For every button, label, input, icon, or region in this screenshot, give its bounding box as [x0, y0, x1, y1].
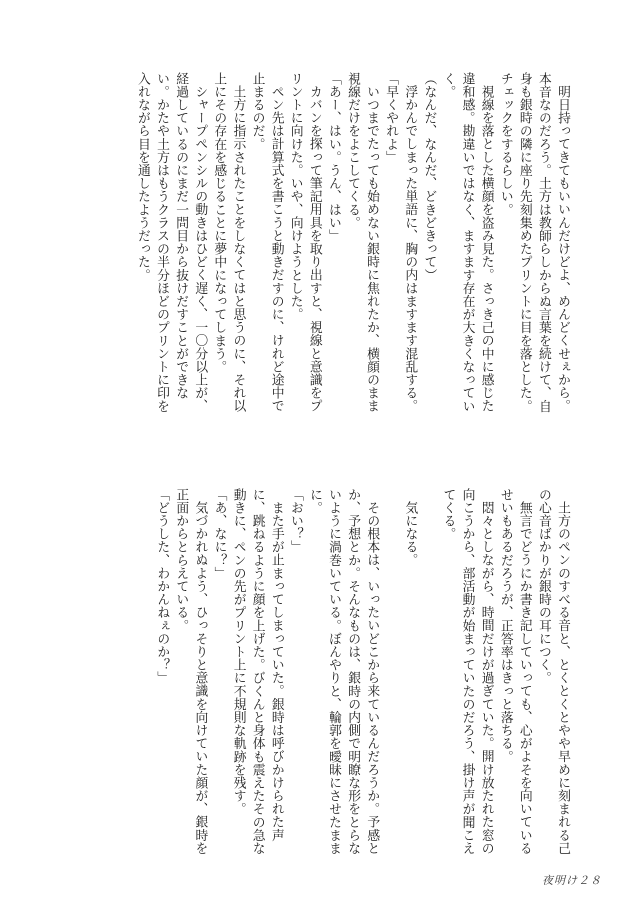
paragraph: 土方のペンのすべる音と、とくとくとやや早めに刻まれる己の心音ばかりが銀時の耳につく。	[535, 488, 570, 855]
paragraph-gap	[381, 488, 400, 858]
paragraph: 気づかれぬよう、ひっそりと意識を向けていた顔が、銀時を正面からとらえている。	[173, 488, 208, 855]
paragraph: その根本は、いったいどこから来ているんだろうか。予感とか、予想とか。そんなものは、銀時の内側で明瞭な形をとらないように渦巻いている。ぼんやりと、輪郭を曖昧にさせたままに。	[306, 488, 380, 855]
paragraph-gap	[419, 488, 438, 858]
paragraph: 「どうした、わかんねぇのか？」	[154, 488, 170, 685]
paragraph: 無言でどうにか書き記していっても、心がよそを向いているせいもあるだろうが、正答率はきっと落ちる。	[497, 488, 532, 855]
top-text-block	[52, 72, 572, 417]
paragraph: 「あー、はい。うん、はい」	[325, 72, 341, 243]
bottom-text-block	[52, 488, 572, 858]
paragraph: シャープペンシルの動きはひどく遅く、一〇分以上が、経過しているのにまだ一問目から抜けだすことができない。かたや土方はもうクラスの半分ほどのプリントに印を入れながら目を通したようだった。	[134, 72, 208, 413]
paragraph: 浮かんでしまった単語に、胸の内はますます混乱する。	[402, 84, 418, 413]
paragraph: 気になる。	[402, 500, 418, 567]
paragraph: 明日持ってきてもいいんだけどよ、めんどくせぇから。本音なのだろう。土方は教師らしからぬ言葉を続けて、自身も銀時の隣に座り先刻集めたプリントに目を落とした。チェックをするらしい。	[497, 72, 570, 413]
paragraph: 「おい？」	[287, 488, 303, 554]
paragraph: （なんだ、なんだ、どきどきって）	[421, 72, 437, 282]
paragraph: また手が止まってしまっていた。銀時は呼びかけられた声に、跳ねるように顔を上げた。びくんと身体も震えたその急な動きに、ペンの先がプリント上に不規則な軌跡を残す。	[230, 488, 284, 855]
paragraph: ペン先は計算式を書こうと動きだすのに、けれど途中で止まるのだ。	[249, 72, 284, 413]
paragraph: カバンを探って筆記用具を取り出すと、視線と意識をプリントに向けた。いや、向けようとした。	[287, 72, 322, 413]
paragraph: 「早くやれよ」	[383, 72, 399, 164]
paragraph: 悶々としながら、時間だけが過ぎていた。開け放たれた窓の向こうから、部活動が始まっていたのだろう、掛け声が聞こえてくる。	[440, 488, 494, 855]
paragraph: 視線を落とした横顔を盗み見た。さっき己の中に感じた違和感。勘違いではなく、ますます存在が大きくなっていく。	[440, 72, 494, 413]
paragraph: 「あ、なに？」	[211, 488, 227, 580]
page-footer: 夜明け２８	[542, 874, 602, 887]
paragraph: 土方に指示されたことをしなくてはと思うのに、それ以上にその存在を感じることに夢中になってしまう。	[211, 72, 246, 413]
paragraph: いつまでたっても始めない銀時に焦れたか、横顔のまま視線だけをよこしてくる。	[344, 72, 380, 413]
